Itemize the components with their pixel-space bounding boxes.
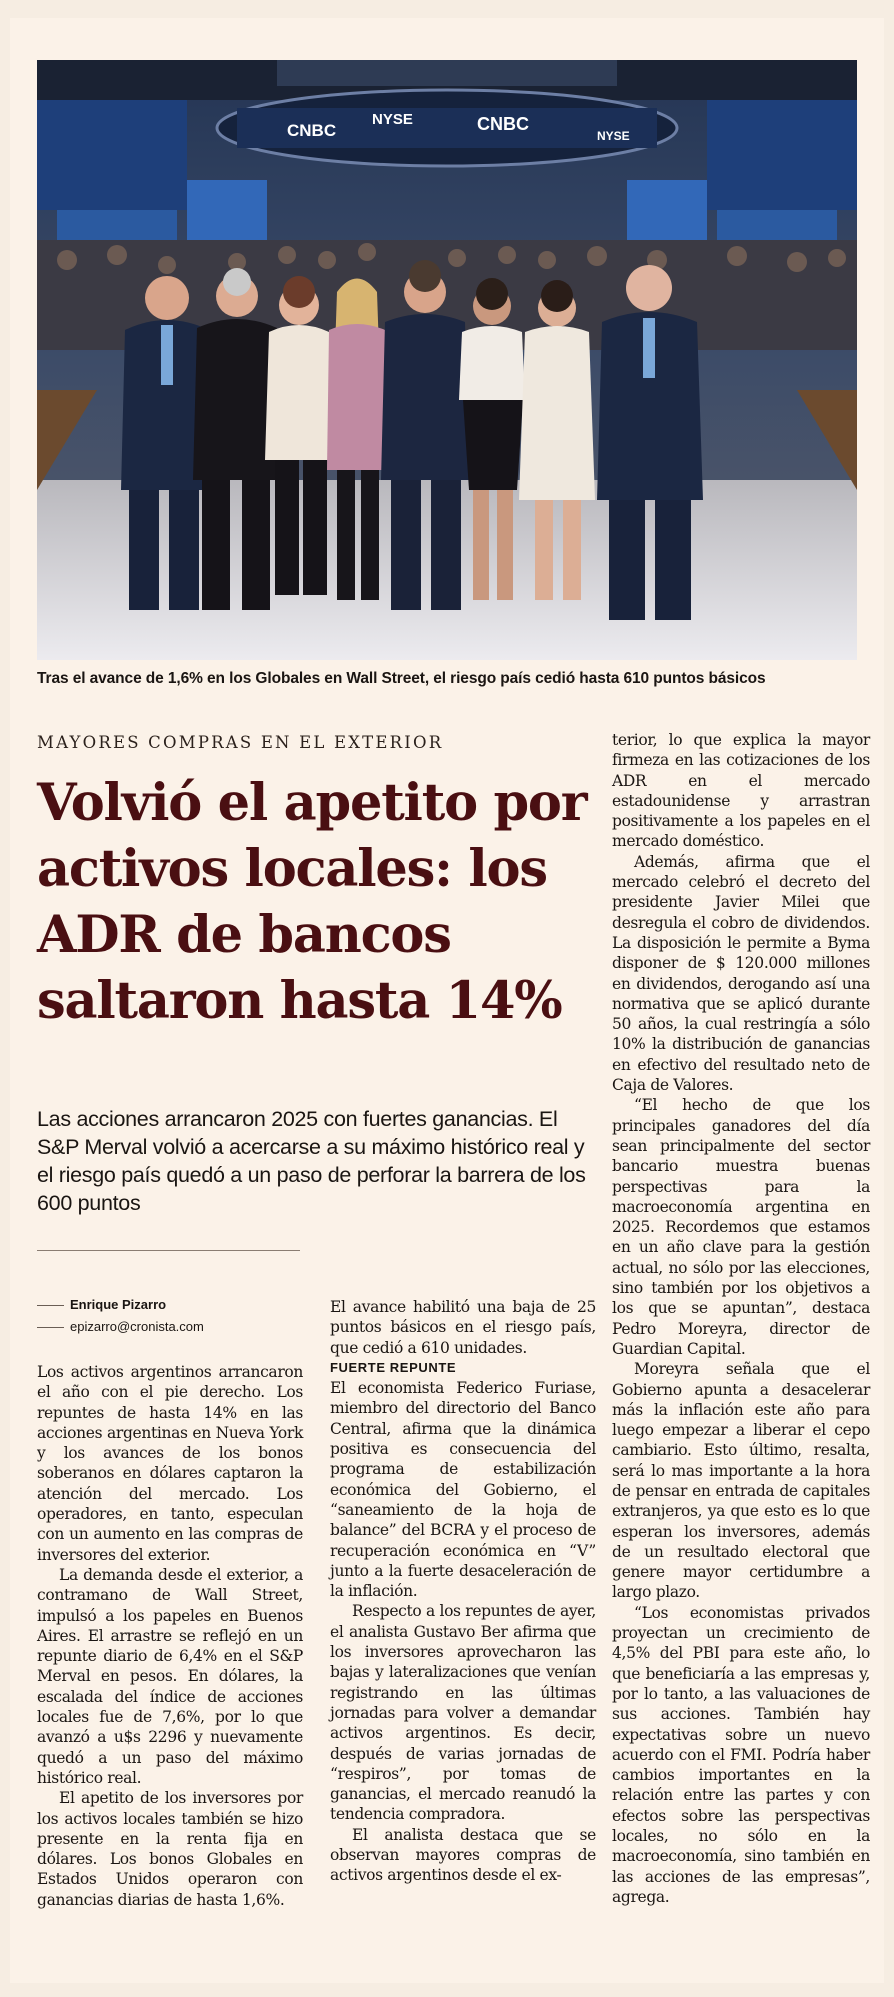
photo-sign-cnbc-left: CNBC: [287, 121, 337, 140]
paragraph: terior, lo que explica la mayor firmeza en las cotizaciones de los ADR en el mercado estadounidense y arrastran positivamente a los papeles en el mercado doméstico.: [612, 731, 870, 851]
photo-sign-nyse-left: NYSE: [372, 111, 413, 128]
paragraph: Los activos argentinos arrancaron el año con el pie derecho. Los repuntes de hasta 14% en las acciones argentinas en Nueva York y los avances de los bonos soberanos en dólares captaron la atención del mercado. Los operadores, en tanto, especulan con un aumento en las compras de inversores del exterior.: [37, 1363, 303, 1564]
paragraph: Respecto a los repuntes de ayer, el analista Gustavo Ber afirma que los inversores aprovecharon las bajas y lateralizaciones que venían registrando en las últimas jornadas para volver a demandar activos argentinos. Es decir, después de varias jornadas de “respiros”, por tomas de ganancias, el mercado reanudó la tendencia compradora.: [330, 1602, 596, 1824]
column-2: [330, 1297, 596, 1886]
paragraph: “Los economistas privados proyectan un crecimiento de 4,5% del PBI para este año, lo que beneficiaría a las empresas y, por lo tanto, a las valuaciones de sus acciones. También hay expectativas sobre un nuevo acuerdo con el FMI. Podría haber cambios importantes en la relación entre las partes y con efectos sobre las perspectivas locales, no sólo en la macroeconomía, sino también en las acciones de las empresas”, agrega.: [612, 1603, 870, 1906]
byline: [37, 1297, 204, 1341]
column-1: [37, 1362, 303, 1910]
paragraph: El avance habilitó una baja de 25 puntos básicos en el riesgo país, que cedió a 610 unidades.: [330, 1298, 596, 1357]
photo-illustration: [37, 60, 857, 660]
byline-rule: [37, 1327, 64, 1328]
column-3: [612, 730, 870, 1907]
deck: Las acciones arrancaron 2025 con fuertes ganancias. El S&P Merval volvió a acercarse a su máximo histórico real y el riesgo país quedó a un paso de perforar la barrera de los 600 puntos: [37, 1107, 586, 1215]
byline-rule: [37, 1305, 64, 1306]
paragraph: Además, afirma que el mercado celebró el decreto del presidente Javier Milei que desregula el cobro de dividendos. La disposición le permite a Byma disponer de $ 120.000 millones en dividendos, derogando así una normativa que se aplicó durante 50 años, la cual restringía a sólo 10% la distribución de ganancias en efectivo del resultado neto de Caja de Valores.: [612, 852, 870, 1095]
paragraph: La demanda desde el exterior, a contramano de Wall Street, impulsó a los papeles en Buenos Aires. El arrastre se reflejó en un repunte diario de 6,4% en el S&P Merval en pesos. En dólares, la escalada del índice de acciones locales fue de 7,6%, por lo que avanzó a u$s 2296 y nuevamente quedó a un paso del máximo histórico real.: [37, 1565, 303, 1787]
author-email[interactable]: epizarro@cronista.com: [70, 1319, 204, 1334]
author-name: Enrique Pizarro: [70, 1297, 167, 1312]
photo-sign-nyse-right: NYSE: [597, 129, 630, 143]
news-photo: [37, 60, 857, 660]
paragraph: El apetito de los inversores por los activos locales también se hizo presente en la renta fija en dólares. Los bonos Globales en Estados Unidos operaron con ganancias diarias de hasta 1,6%.: [37, 1789, 303, 1909]
subhead: FUERTE REPUNTE: [330, 1359, 457, 1375]
photo-caption: Tras el avance de 1,6% en los Globales en Wall Street, el riesgo país cedió hasta 610 puntos básicos: [37, 670, 766, 687]
paragraph: “El hecho de que los principales ganadores del día sean principalmente del sector bancario muestra buenas perspectivas para la macroeconomía argentina en 2025. Recordemos que estamos en un año clave para la gestión actual, no sólo por las elecciones, sino también por los objetivos a los que se apuntan”, destaca Pedro Moreyra, director de Guardian Capital.: [612, 1096, 870, 1358]
paragraph: El analista destaca que se observan mayores compras de activos argentinos desde el ex-: [330, 1825, 596, 1885]
headline: Volvió el apetito por activos locales: los ADR de bancos saltaron hasta 14%: [37, 773, 587, 1031]
photo-sign-cnbc-right: CNBC: [477, 114, 529, 134]
kicker: MAYORES COMPRAS EN EL EXTERIOR: [37, 733, 444, 752]
paragraph: Moreyra señala que el Gobierno apunta a desacelerar más la inflación este año para luego empezar a liberar el cepo cambiario. Esto último, resalta, será lo mas importante a la hora de pensar en entrada de capitales extranjeros, ya que esto es lo que esperan los inversores, además de un resultado electoral que genere mayor certidumbre a largo plazo.: [612, 1360, 870, 1602]
paragraph: El economista Federico Furiase, miembro del directorio del Banco Central, afirma que la dinámica positiva es consecuencia del programa de estabilización económica del Gobierno, el “saneamiento de la hoja de balance” del BCRA y el proceso de recuperación económica en “V” junto a la fuerte desaceleración de la inflación.: [330, 1379, 596, 1601]
divider: [37, 1250, 300, 1251]
